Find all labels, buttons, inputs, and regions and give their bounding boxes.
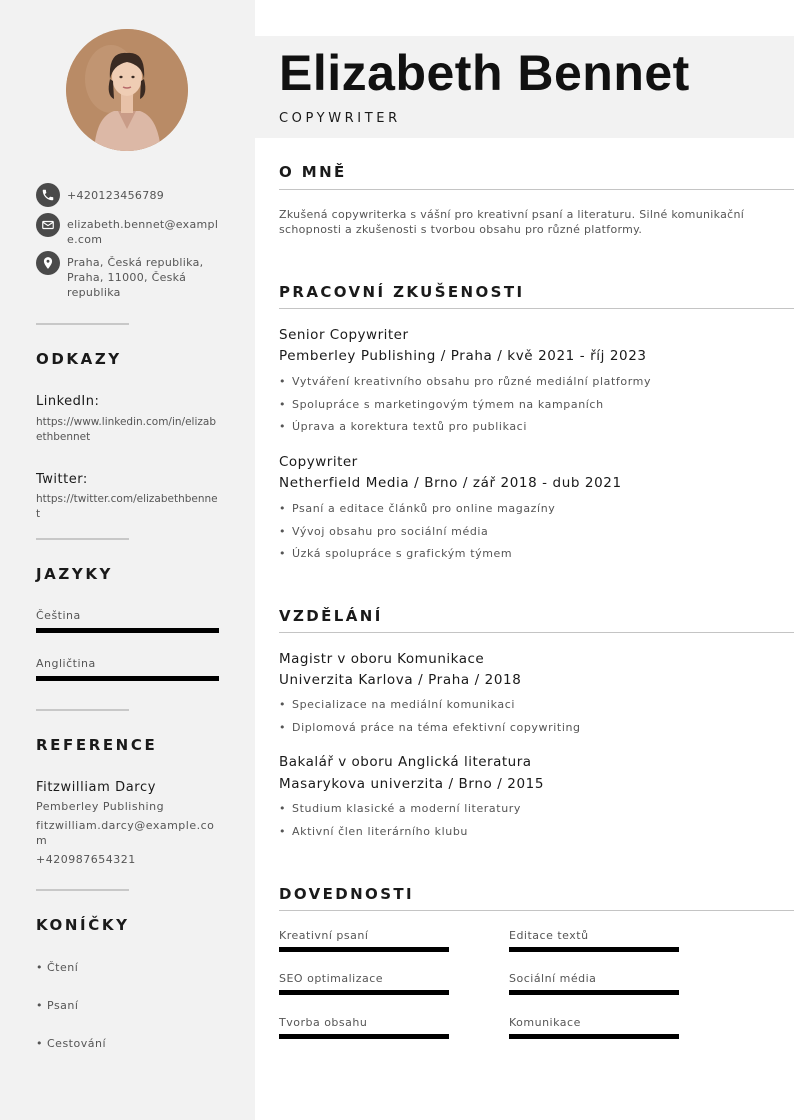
- twitter-label: Twitter:: [36, 472, 88, 487]
- hobby-item: • Psaní: [36, 999, 79, 1012]
- reference-company: Pemberley Publishing: [36, 800, 165, 813]
- language-name: Angličtina: [36, 657, 96, 670]
- job-bullet: • Úprava a korektura textů pro publikaci: [279, 420, 527, 433]
- job-bullet: • Spolupráce s marketingovým týmem na kampaních: [279, 398, 604, 411]
- hobbies-heading: KONÍČKY: [36, 916, 130, 934]
- section-rule: [279, 189, 794, 190]
- linkedin-label: LinkedIn:: [36, 394, 100, 409]
- bullet-text: Specializace na mediální komunikaci: [292, 698, 516, 711]
- language-level-bar: [36, 676, 219, 681]
- address-text: Praha, Česká republika, Praha, 11000, Česká republika: [67, 256, 204, 299]
- bullet-text: Diplomová práce na téma efektivní copywriting: [292, 721, 581, 734]
- skill-name: Kreativní psaní: [279, 929, 369, 942]
- education-heading: VZDĚLÁNÍ: [279, 607, 383, 625]
- job-entry-title: Senior Copywriter: [279, 327, 409, 343]
- skills-heading: DOVEDNOSTI: [279, 885, 415, 903]
- sidebar-divider: [36, 323, 129, 325]
- skill-name: Sociální média: [509, 972, 597, 985]
- bullet-text: Úzká spolupráce s grafickým týmem: [292, 547, 513, 560]
- hobby-item: • Cestování: [36, 1037, 107, 1050]
- education-entry-subtitle: Univerzita Karlova / Praha / 2018: [279, 672, 522, 688]
- reference-phone: +420987654321: [36, 853, 136, 866]
- bullet-text: Vývoj obsahu pro sociální média: [292, 525, 489, 538]
- bullet-text: Studium klasické a moderní literatury: [292, 802, 521, 815]
- education-bullet: • Diplomová práce na téma efektivní copywriting: [279, 721, 581, 734]
- education-bullet: • Studium klasické a moderní literatury: [279, 802, 521, 815]
- sidebar-divider: [36, 709, 129, 711]
- hobby-label: Cestování: [47, 1037, 107, 1050]
- sidebar-divider: [36, 538, 129, 540]
- skill-name: Tvorba obsahu: [279, 1016, 368, 1029]
- job-bullet: • Vývoj obsahu pro sociální média: [279, 525, 489, 538]
- languages-heading: JAZYKY: [36, 565, 114, 583]
- twitter-link[interactable]: https://twitter.com/elizabethbennet: [36, 493, 218, 520]
- section-rule: [279, 632, 794, 633]
- sidebar: [0, 0, 255, 1120]
- about-text: Zkušená copywriterka s vášní pro kreativní psaní a literaturu. Silné komunikační schopnosti a zkušenosti s tvorbou obsahu pro různé platformy.: [279, 208, 745, 236]
- hobby-item: • Čtení: [36, 961, 79, 974]
- phone-text: +420123456789: [67, 189, 165, 202]
- skill-level-bar: [509, 990, 679, 995]
- links-heading: ODKAZY: [36, 350, 122, 368]
- location-pin-icon: [36, 251, 60, 275]
- language-name: Čeština: [36, 609, 81, 622]
- job-title: COPYWRITER: [279, 111, 401, 126]
- skill-level-bar: [279, 990, 449, 995]
- skill-name: Komunikace: [509, 1016, 581, 1029]
- skill-name: SEO optimalizace: [279, 972, 384, 985]
- education-bullet: • Aktivní člen literárního klubu: [279, 825, 469, 838]
- profile-photo: [66, 29, 188, 151]
- hobby-label: Psaní: [47, 999, 79, 1012]
- job-bullet: • Úzká spolupráce s grafickým týmem: [279, 547, 513, 560]
- skill-name: Editace textů: [509, 929, 589, 942]
- contact-email: [36, 213, 226, 247]
- job-entry-subtitle: Netherfield Media / Brno / zář 2018 - dub 2021: [279, 475, 622, 491]
- job-entry-title: Copywriter: [279, 454, 358, 470]
- skill-level-bar: [509, 1034, 679, 1039]
- envelope-icon: [36, 213, 60, 237]
- phone-icon: [36, 183, 60, 207]
- job-bullet: • Psaní a editace článků pro online magazíny: [279, 502, 556, 515]
- bullet-text: Psaní a editace článků pro online magazíny: [292, 502, 556, 515]
- bullet-text: Vytváření kreativního obsahu pro různé mediální platformy: [292, 375, 652, 388]
- section-rule: [279, 910, 794, 911]
- references-heading: REFERENCE: [36, 736, 158, 754]
- reference-email[interactable]: fitzwilliam.darcy@example.com: [36, 819, 215, 847]
- skill-level-bar: [509, 947, 679, 952]
- hobby-label: Čtení: [47, 961, 79, 974]
- education-bullet: • Specializace na mediální komunikaci: [279, 698, 516, 711]
- about-heading: O MNĚ: [279, 163, 347, 181]
- bullet-text: Úprava a korektura textů pro publikaci: [292, 420, 527, 433]
- experience-heading: PRACOVNÍ ZKUŠENOSTI: [279, 283, 525, 301]
- candidate-name: Elizabeth Bennet: [279, 45, 690, 101]
- section-rule: [279, 308, 794, 309]
- contact-phone: [36, 183, 226, 207]
- education-entry-subtitle: Masarykova univerzita / Brno / 2015: [279, 776, 545, 792]
- bullet-text: Spolupráce s marketingovým týmem na kampaních: [292, 398, 604, 411]
- education-entry-title: Magistr v oboru Komunikace: [279, 651, 485, 667]
- sidebar-divider: [36, 889, 129, 891]
- email-text: elizabeth.bennet@example.com: [67, 218, 219, 246]
- language-level-bar: [36, 628, 219, 633]
- bullet-text: Aktivní člen literárního klubu: [292, 825, 469, 838]
- skill-level-bar: [279, 1034, 449, 1039]
- skill-level-bar: [279, 947, 449, 952]
- contact-address: [36, 251, 226, 300]
- job-entry-subtitle: Pemberley Publishing / Praha / kvě 2021 - říj 2023: [279, 348, 647, 364]
- job-bullet: • Vytváření kreativního obsahu pro různé mediální platformy: [279, 375, 652, 388]
- reference-name: Fitzwilliam Darcy: [36, 780, 156, 795]
- education-entry-title: Bakalář v oboru Anglická literatura: [279, 754, 532, 770]
- linkedin-link[interactable]: https://www.linkedin.com/in/elizabethbennet: [36, 416, 216, 443]
